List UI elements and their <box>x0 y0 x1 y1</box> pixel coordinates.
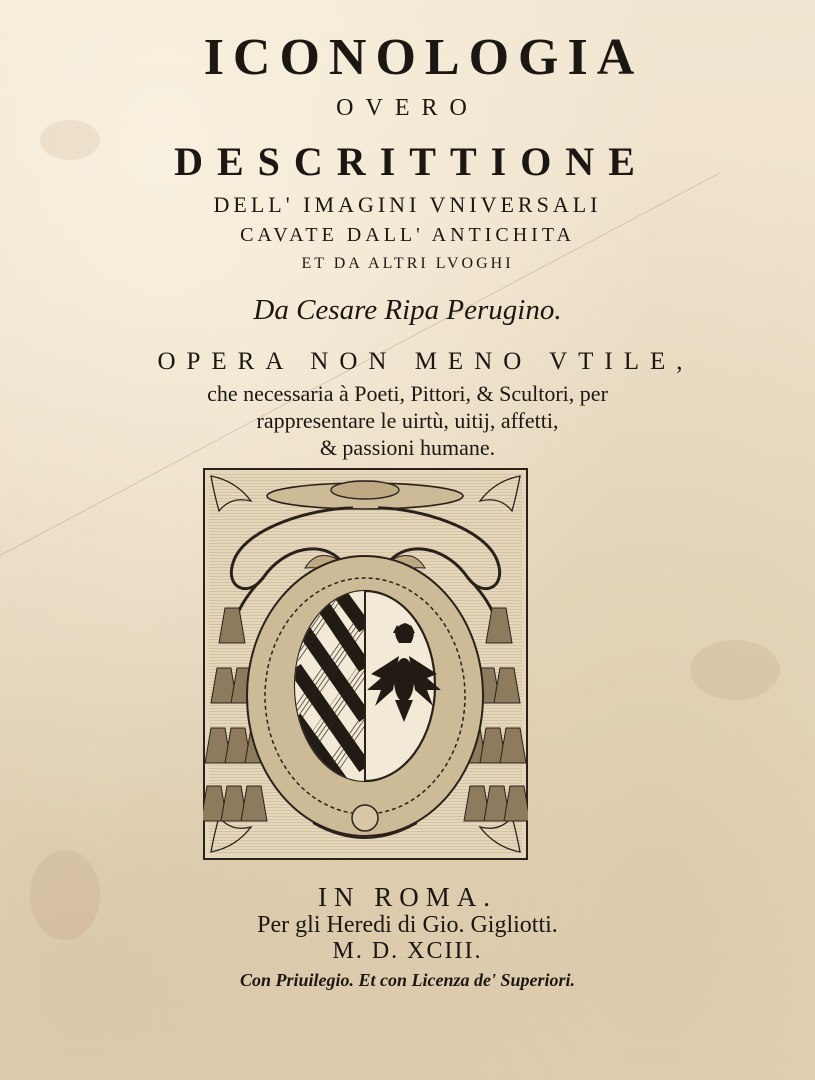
book-title: ICONOLOGIA <box>203 29 644 86</box>
description-line-3: & passioni humane. <box>319 435 496 460</box>
imprint-year: M. D. XCIII. <box>332 938 483 964</box>
subtitle-line-imagini: DELL' IMAGINI VNIVERSALI <box>213 192 602 217</box>
description-line-1: che necessaria à Poeti, Pittori, & Scultori, per <box>207 381 608 406</box>
privilege-line: Con Priuilegio. Et con Licenza de' Superiori. <box>239 970 576 990</box>
description-line-2: rappresentare le uirtù, uitij, affetti, <box>256 408 559 433</box>
subtitle-line-cavate: CAVATE DALL' ANTICHITA <box>240 224 575 246</box>
imprint-city: IN ROMA. <box>317 882 497 912</box>
subtitle-main: DESCRITTIONE <box>174 139 649 184</box>
opera-line: OPERA NON MENO VTILE, <box>157 348 694 375</box>
imprint-printer: Per gli Heredi di Gio. Gigliotti. <box>257 912 558 938</box>
subtitle-line-luoghi: ET DA ALTRI LVOGHI <box>301 255 514 272</box>
author-line: Da Cesare Ripa Perugino. <box>253 294 562 326</box>
coat-of-arms-woodcut <box>203 468 528 860</box>
subtitle-overo: OVERO <box>336 95 479 121</box>
paper-stain <box>690 640 780 700</box>
